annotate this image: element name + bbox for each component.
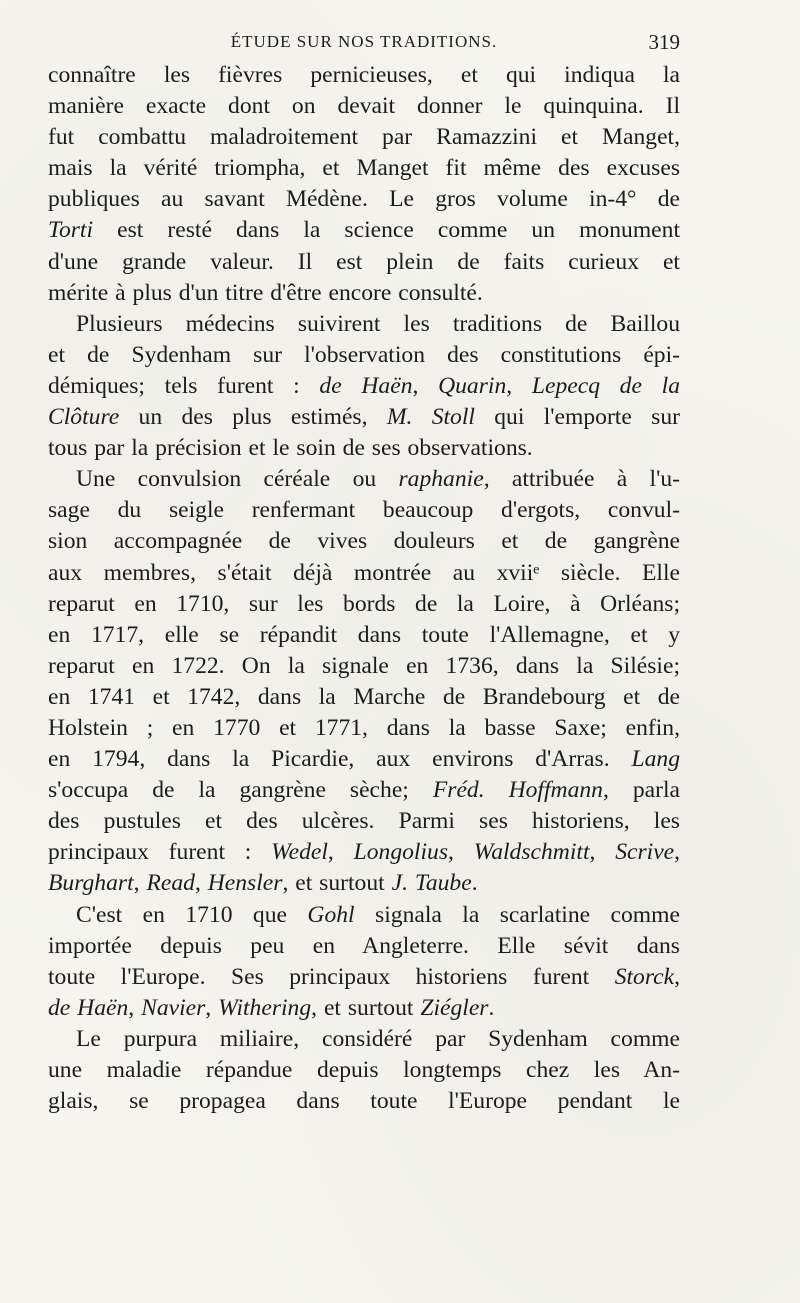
text-span: en 1794, dans la Picardie, aux environs d'Arras. <box>48 746 632 773</box>
italic-text: Longolius <box>353 839 449 866</box>
italic-text: Ziégler <box>420 994 489 1021</box>
text-line <box>48 278 680 309</box>
text-line <box>48 713 680 744</box>
italic-text: de Haën <box>319 372 413 399</box>
text-span: , <box>327 839 354 866</box>
text-span: s'occupa de la gangrène sèche; <box>48 777 433 804</box>
text-line <box>48 682 680 713</box>
text-line <box>48 433 680 464</box>
text-line <box>48 589 680 620</box>
text-span: , <box>506 372 532 399</box>
text-span: reparut en 1722. On la signale en 1736, dans la Silésie; <box>48 652 680 679</box>
text-span: toute l'Europe. Ses principaux historiens furent <box>48 963 615 990</box>
text-line <box>48 900 680 931</box>
text-span: tous par la précision et le soin de ses observations. <box>48 435 533 462</box>
text-span: démiques; tels furent : <box>48 372 320 399</box>
text-span: Une convulsion céréale ou <box>76 466 399 493</box>
text-span: un des plus estimés, <box>119 404 387 431</box>
text-line <box>48 464 680 495</box>
text-span: , <box>589 839 616 866</box>
text-span: fut combattu maladroitement par Ramazzini et Manget, <box>48 124 680 151</box>
text-line <box>48 558 680 589</box>
italic-text: J. Taube <box>391 870 472 897</box>
text-line <box>48 340 680 371</box>
text-line <box>48 309 680 340</box>
text-line <box>48 402 680 433</box>
text-line <box>48 215 680 246</box>
italic-text: Gohl <box>307 901 355 928</box>
text-line <box>48 993 680 1024</box>
italic-text: Lepecq de la <box>531 372 680 399</box>
text-line <box>48 837 680 868</box>
text-span: sage du seigle renfermant beaucoup d'ergots, convul- <box>48 497 680 524</box>
text-line <box>48 526 680 557</box>
body-text <box>48 60 680 1117</box>
text-span: , <box>674 963 680 990</box>
text-span: . <box>488 994 495 1021</box>
text-span: importée depuis peu en Angleterre. Elle sévit dans <box>48 932 680 959</box>
text-span: publiques au savant Médène. Le gros volume in-4° de <box>48 186 680 213</box>
text-span: aux membres, s'était déjà montrée au xviiᵉ siècle. Elle <box>48 559 680 586</box>
italic-text: Scrive <box>615 839 675 866</box>
text-line <box>48 775 680 806</box>
text-line <box>48 931 680 962</box>
text-line <box>48 495 680 526</box>
text-line <box>48 60 680 91</box>
text-span: , attribuée à l'u- <box>483 466 680 493</box>
text-span: , <box>674 839 681 866</box>
text-line <box>48 371 680 402</box>
text-span: , <box>194 870 208 897</box>
text-line <box>48 184 680 215</box>
italic-text: raphanie <box>398 466 484 493</box>
italic-text: Torti <box>48 217 94 244</box>
text-span: est resté dans la science comme un monument <box>93 217 680 244</box>
text-span: sion accompagnée de vives douleurs et de gangrène <box>48 528 680 555</box>
text-line <box>48 122 680 153</box>
text-span: Le purpura miliaire, considéré par Sydenham comme <box>76 1025 680 1052</box>
text-line <box>48 153 680 184</box>
text-line <box>48 1086 680 1117</box>
text-line <box>48 962 680 993</box>
text-line <box>48 1055 680 1086</box>
text-span: . <box>471 870 478 897</box>
text-span: , et surtout <box>311 994 421 1021</box>
text-line <box>48 744 680 775</box>
text-span: signala la scarlatine comme <box>354 901 680 928</box>
text-span: glais, se propagea dans toute l'Europe pendant le <box>48 1088 680 1115</box>
text-span: Plusieurs médecins suivirent les traditions de Baillou <box>76 310 680 337</box>
text-span: , <box>412 372 439 399</box>
text-span: en 1717, elle se répandit dans toute l'Allemagne, et y <box>48 621 680 648</box>
italic-text: Waldschmitt <box>473 839 590 866</box>
italic-text: Storck <box>614 963 675 990</box>
text-span: principaux furent : <box>48 839 272 866</box>
italic-text: Read <box>146 870 195 897</box>
text-line <box>48 620 680 651</box>
text-span: , parla <box>602 777 680 804</box>
page-number: 319 <box>648 30 680 54</box>
italic-text: Wedel <box>271 839 328 866</box>
text-span: Holstein ; en 1770 et 1771, dans la basse Saxe; enfin, <box>48 714 680 741</box>
italic-text: Navier <box>141 994 206 1021</box>
text-line <box>48 91 680 122</box>
text-line <box>48 247 680 278</box>
italic-text: M. Stoll <box>386 404 475 431</box>
text-span: d'une grande valeur. Il est plein de faits curieux et <box>48 248 680 275</box>
italic-text: de Haën <box>48 994 129 1021</box>
running-title: ÉTUDE SUR NOS TRADITIONS. <box>230 32 498 51</box>
text-span: , et surtout <box>282 870 392 897</box>
text-line <box>48 806 680 837</box>
text-span: , <box>205 994 219 1021</box>
text-span: et de Sydenham sur l'observation des constitutions épi- <box>48 341 680 368</box>
text-span: reparut en 1710, sur les bords de la Loire, à Orléans; <box>48 590 680 617</box>
italic-text: Fréd. Hoffmann <box>432 777 603 804</box>
text-span: une maladie répandue depuis longtemps chez les An- <box>48 1057 680 1083</box>
text-span: des pustules et des ulcères. Parmi ses historiens, les <box>48 808 680 835</box>
text-span: , <box>448 839 474 866</box>
italic-text: Burghart <box>48 870 134 897</box>
text-span: , <box>128 994 142 1021</box>
text-span: mérite à plus d'un titre d'être encore consulté. <box>48 279 483 306</box>
italic-text: Clôture <box>48 404 120 431</box>
text-span: en 1741 et 1742, dans la Marche de Brandebourg et de <box>48 683 680 710</box>
text-line <box>48 1024 680 1055</box>
italic-text: Quarin <box>438 372 507 399</box>
text-span: manière exacte dont on devait donner le quinquina. Il <box>48 93 680 120</box>
italic-text: Hensler <box>207 870 283 897</box>
text-line <box>48 651 680 682</box>
text-span: C'est en 1710 que <box>76 901 308 928</box>
text-span: qui l'emporte sur <box>474 404 680 431</box>
italic-text: Withering <box>218 994 312 1021</box>
text-span: connaître les fièvres pernicieuses, et qui indiqua la <box>48 62 680 88</box>
page-header <box>48 30 680 60</box>
text-span: mais la vérité triompha, et Manget fit même des excuses <box>48 155 680 182</box>
italic-text: Lang <box>631 746 680 773</box>
text-line <box>48 868 680 899</box>
text-span: , <box>133 870 147 897</box>
